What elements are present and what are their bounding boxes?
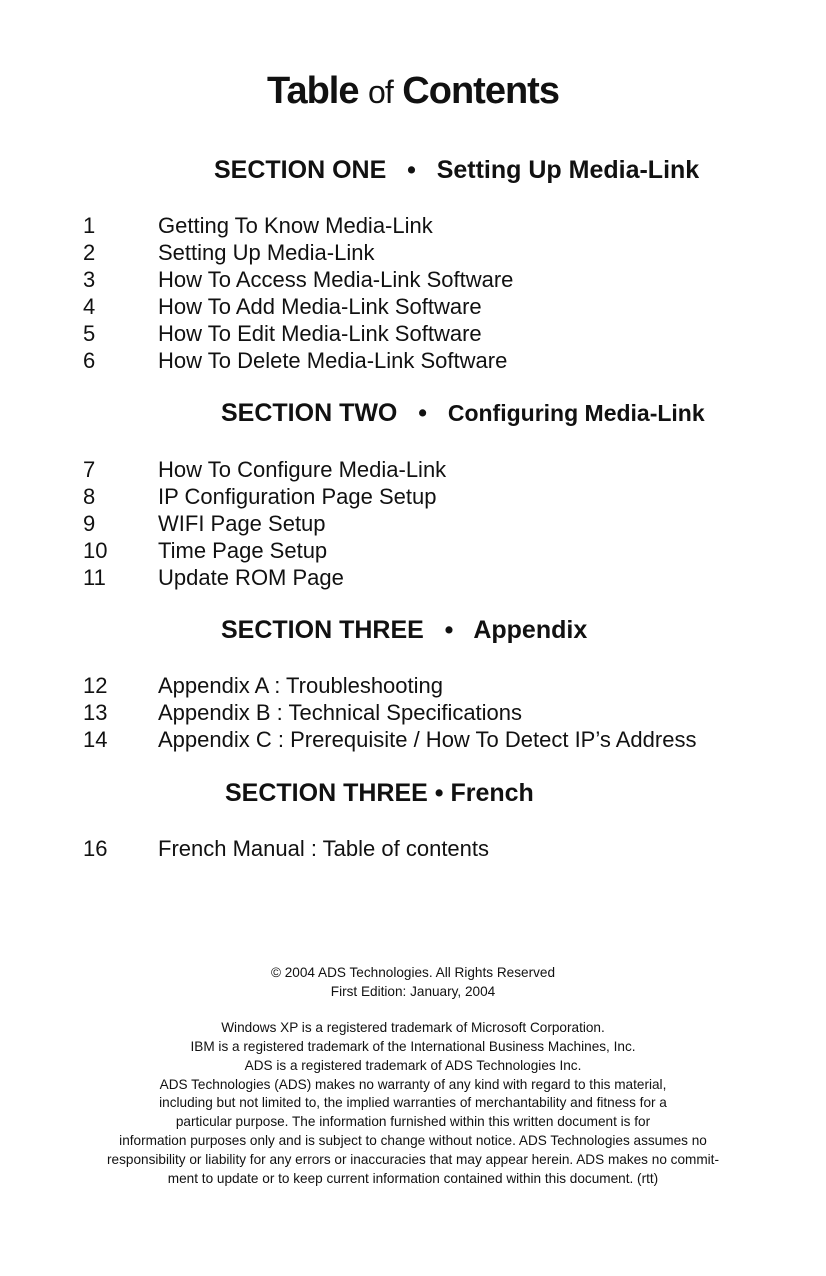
- title-word-contents: Contents: [402, 70, 559, 112]
- section-three-appendix-entries: [83, 672, 696, 753]
- toc-entry[interactable]: [83, 483, 446, 510]
- section-two-separator: •: [418, 399, 427, 427]
- toc-entry-label: Setting Up Media-Link: [158, 240, 375, 265]
- toc-entry[interactable]: [83, 564, 446, 591]
- toc-entry-label: How To Add Media-Link Software: [158, 294, 482, 319]
- legal-line: responsibility or liability for any errors or inaccuracies that may appear herein. ADS makes no commit-: [107, 1152, 719, 1168]
- toc-entry-label: WIFI Page Setup: [158, 511, 326, 536]
- toc-entry-label: How To Access Media-Link Software: [158, 267, 514, 292]
- toc-entry[interactable]: [83, 510, 446, 537]
- toc-page-number: 1: [83, 213, 96, 238]
- legal-line: Windows XP is a registered trademark of Microsoft Corporation.: [221, 1019, 605, 1035]
- legal-line: information purposes only and is subject to change without notice. ADS Technologies assumes no: [119, 1133, 707, 1149]
- toc-entry-label: Time Page Setup: [158, 538, 328, 563]
- toc-entry[interactable]: [83, 699, 696, 726]
- section-french-separator: •: [434, 779, 444, 807]
- title-word-table: Table: [267, 70, 359, 112]
- footer-legal: [0, 964, 826, 1189]
- toc-entry-label: Appendix A : Troubleshooting: [158, 673, 443, 698]
- toc-page-number: 7: [83, 457, 96, 482]
- section-two-subtitle: Configuring Media-Link: [447, 400, 705, 426]
- title-word-of: of: [368, 74, 393, 110]
- toc-entry-label: How To Configure Media-Link: [158, 457, 447, 482]
- toc-page-number: 11: [83, 565, 106, 590]
- toc-entry[interactable]: [83, 320, 513, 347]
- toc-entry-label: Update ROM Page: [158, 565, 344, 590]
- toc-entry[interactable]: [83, 212, 513, 239]
- section-one-separator: •: [407, 156, 416, 184]
- legal-line: ADS is a registered trademark of ADS Technologies Inc.: [244, 1057, 582, 1073]
- toc-entry-label: IP Configuration Page Setup: [158, 484, 437, 509]
- toc-entry[interactable]: [83, 835, 489, 862]
- toc-entry[interactable]: [83, 347, 513, 374]
- copyright-notice: © 2004 ADS Technologies. All Rights Reserved: [270, 965, 556, 980]
- section-french-subtitle: French: [450, 779, 534, 807]
- toc-page-number: 3: [83, 267, 96, 292]
- toc-entry-label: How To Edit Media-Link Software: [158, 321, 482, 346]
- section-three-french-entries: [83, 835, 489, 862]
- legal-line: particular purpose. The information furnished within this written document is for: [175, 1114, 651, 1130]
- toc-entry[interactable]: [83, 456, 446, 483]
- toc-page-number: 13: [83, 700, 108, 725]
- legal-line: ADS Technologies (ADS) makes no warranty of any kind with regard to this material,: [159, 1076, 667, 1092]
- toc-entry[interactable]: [83, 672, 696, 699]
- edition-notice: First Edition: January, 2004: [330, 983, 496, 999]
- toc-entry-label: French Manual : Table of contents: [158, 836, 490, 861]
- toc-entry[interactable]: [83, 266, 513, 293]
- toc-entry-label: How To Delete Media-Link Software: [158, 348, 508, 373]
- page-title: [0, 68, 826, 115]
- legal-line: ment to update or to keep current information contained within this document. (rtt): [167, 1171, 659, 1187]
- legal-line: including but not limited to, the implied warranties of merchantability and fitness for a: [159, 1095, 667, 1111]
- toc-entry[interactable]: [83, 726, 696, 753]
- section-french-label: SECTION THREE: [225, 779, 428, 807]
- section-three-separator: •: [444, 616, 454, 644]
- toc-page-number: 10: [83, 538, 108, 563]
- toc-entry-label: Appendix B : Technical Specifications: [158, 700, 523, 725]
- toc-page-number: 4: [83, 294, 96, 319]
- toc-entry[interactable]: [83, 293, 513, 320]
- toc-page-number: 2: [83, 240, 96, 265]
- toc-entry[interactable]: [83, 537, 446, 564]
- toc-entry[interactable]: [83, 239, 513, 266]
- toc-entry-label: Getting To Know Media-Link: [158, 213, 433, 238]
- section-one-label: SECTION ONE: [214, 156, 387, 184]
- section-one-subtitle: Setting Up Media-Link: [436, 156, 700, 184]
- section-three-label: SECTION THREE: [221, 616, 424, 644]
- toc-page-number: 12: [83, 673, 108, 698]
- toc-page-number: 14: [83, 727, 108, 752]
- toc-page-number: 9: [83, 511, 96, 536]
- section-two-label: SECTION TWO: [221, 399, 398, 427]
- toc-page-number: 16: [83, 836, 108, 861]
- section-one-entries: [83, 212, 513, 374]
- toc-page-number: 6: [83, 348, 96, 373]
- section-two-entries: [83, 456, 446, 591]
- toc-page-number: 5: [83, 321, 96, 346]
- toc-page-number: 8: [83, 484, 96, 509]
- toc-entry-label: Appendix C : Prerequisite / How To Detect IP’s Address: [158, 727, 697, 752]
- section-three-subtitle: Appendix: [473, 616, 588, 644]
- legal-line: IBM is a registered trademark of the International Business Machines, Inc.: [190, 1038, 636, 1054]
